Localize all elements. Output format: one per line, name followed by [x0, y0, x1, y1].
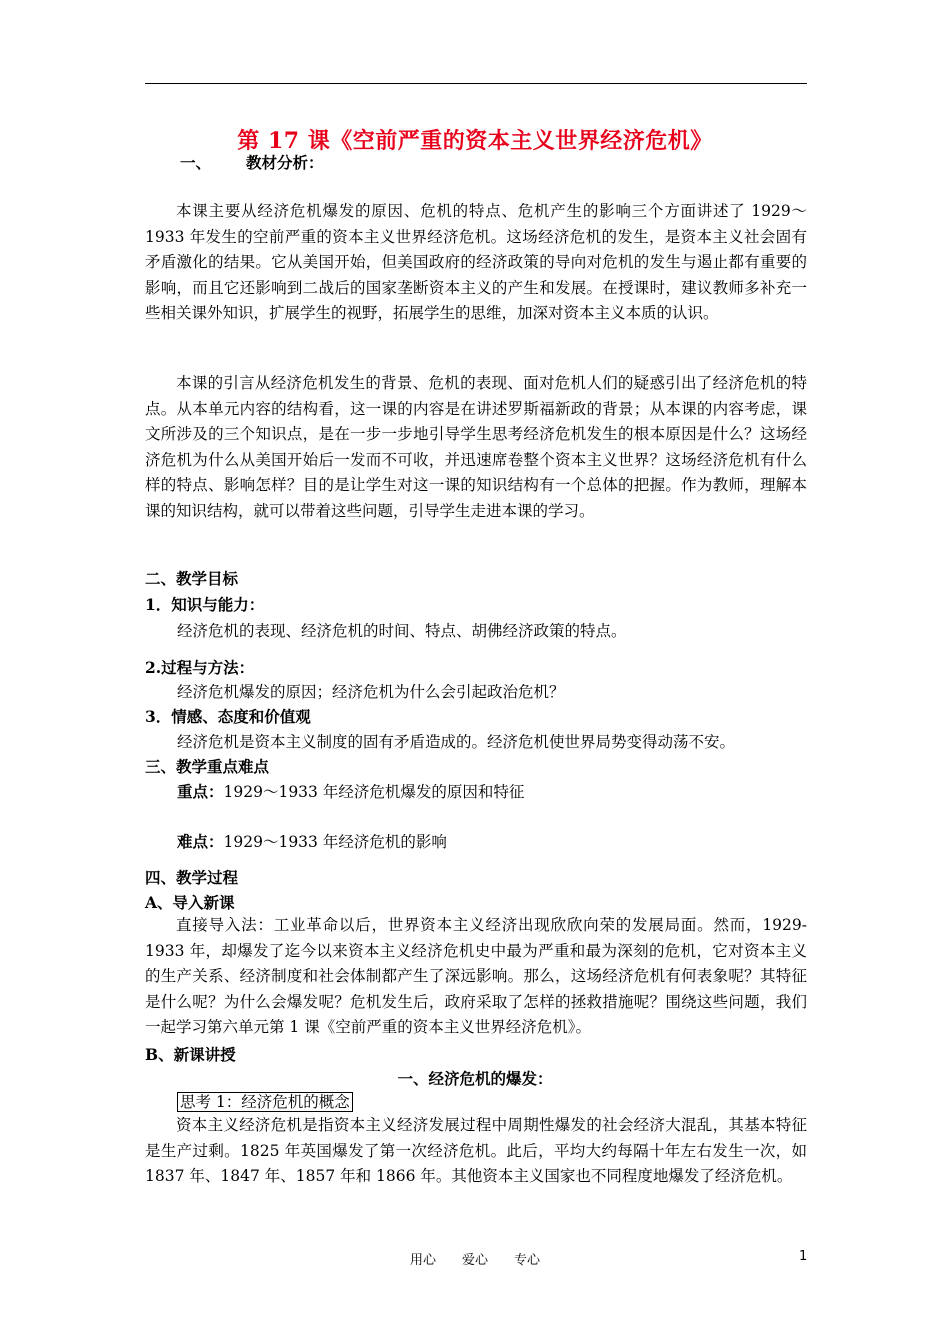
goal3-heading: 3．情感、态度和价值观	[145, 707, 311, 726]
key-point-label: 重点：	[177, 782, 224, 801]
section1-number: 一、	[180, 153, 212, 172]
section2-heading: 二、教学目标	[145, 569, 239, 588]
paragraph-introduction: 直接导入法：工业革命以后，世界资本主义经济出现欣欣向荣的发展局面。然而，1929-1933 年，却爆发了迄今以来资本主义经济危机史中最为严重和最为深刻的危机，它对资本主义的生产关系、经济制度和社会体制都产生了深远影响。那么，这场经济危机有何表象呢？其特征是什么呢？为什么会爆发呢？危机发生后，政府采取了怎样的拯救措施呢？围绕这些问题，我们一起学习第六单元第 1 课《空前严重的资本主义世界经济危机》。	[145, 916, 807, 1037]
goal3-text: 经济危机是资本主义制度的固有矛盾造成的。经济危机使世界局势变得动荡不安。	[177, 733, 736, 751]
part-a-heading: A、导入新课	[145, 893, 235, 912]
section1-heading: 教材分析：	[246, 153, 324, 172]
page-number: 1	[799, 1249, 808, 1264]
paragraph-crisis-concept: 资本主义经济危机是指资本主义经济发展过程中周期性爆发的社会经济大混乱，其基本特征是生产过剩。1825 年英国爆发了第一次经济危机。此后，平均大约每隔十年左右发生一次，如 1837 年、1847 年、1857 年和 1866 年。其他资本主义国家也不同程度地爆发了经济危机。	[145, 1116, 807, 1186]
page-title: 第 17 课《空前严重的资本主义世界经济危机》	[237, 128, 713, 154]
header-rule	[145, 83, 807, 84]
goal2-heading: 2.过程与方法：	[145, 658, 255, 677]
subheading-outbreak: 一、经济危机的爆发：	[397, 1069, 553, 1088]
paragraph-textbook-analysis-2: 本课的引言从经济危机发生的背景、危机的表现、面对危机人们的疑惑引出了经济危机的特点。从本单元内容的结构看，这一课的内容是在讲述罗斯福新政的背景；从本课的内容考虑，课文所涉及的三个知识点，是在一步一步地引导学生思考经济危机发生的根本原因是什么？这场经济危机为什么从美国开始后一发而不可收，并迅速席卷整个资本主义世界？这场经济危机有什么样的特点、影响怎样？目的是让学生对这一课的知识结构有一个总体的把握。作为教师，理解本课的知识结构，就可以带着这些问题，引导学生走进本课的学习。	[145, 374, 807, 520]
think1-label: 思考 1：经济危机的概念	[177, 1092, 353, 1112]
difficult-point	[177, 830, 447, 852]
key-point	[177, 780, 524, 802]
goal2-text: 经济危机爆发的原因；经济危机为什么会引起政治危机？	[177, 683, 565, 701]
goal1-heading: 1．知识与能力：	[145, 595, 265, 614]
footer-motto: 用心 爱心 专心	[409, 1253, 540, 1268]
key-point-text: 1929～1933 年经济危机爆发的原因和特征	[223, 783, 525, 801]
difficult-point-label: 难点：	[177, 832, 224, 851]
part-b-heading: B、新课讲授	[145, 1045, 236, 1064]
think-box	[177, 1090, 353, 1112]
section4-heading: 四、教学过程	[145, 868, 239, 887]
section3-heading: 三、教学重点难点	[145, 757, 270, 776]
goal1-text: 经济危机的表现、经济危机的时间、特点、胡佛经济政策的特点。	[177, 622, 627, 640]
difficult-point-text: 1929～1933 年经济危机的影响	[223, 833, 447, 851]
paragraph-textbook-analysis-1: 本课主要从经济危机爆发的原因、危机的特点、危机产生的影响三个方面讲述了 1929～1933 年发生的空前严重的资本主义世界经济危机。这场经济危机的发生，是资本主义社会固有矛盾激化的结果。它从美国开始，但美国政府的经济政策的导向对危机的发生与遏止都有重要的影响，而且它还影响到二战后的国家垄断资本主义的产生和发展。在授课时，建议教师多补充一些相关课外知识，扩展学生的视野，拓展学生的思维，加深对资本主义本质的认识。	[145, 202, 807, 323]
